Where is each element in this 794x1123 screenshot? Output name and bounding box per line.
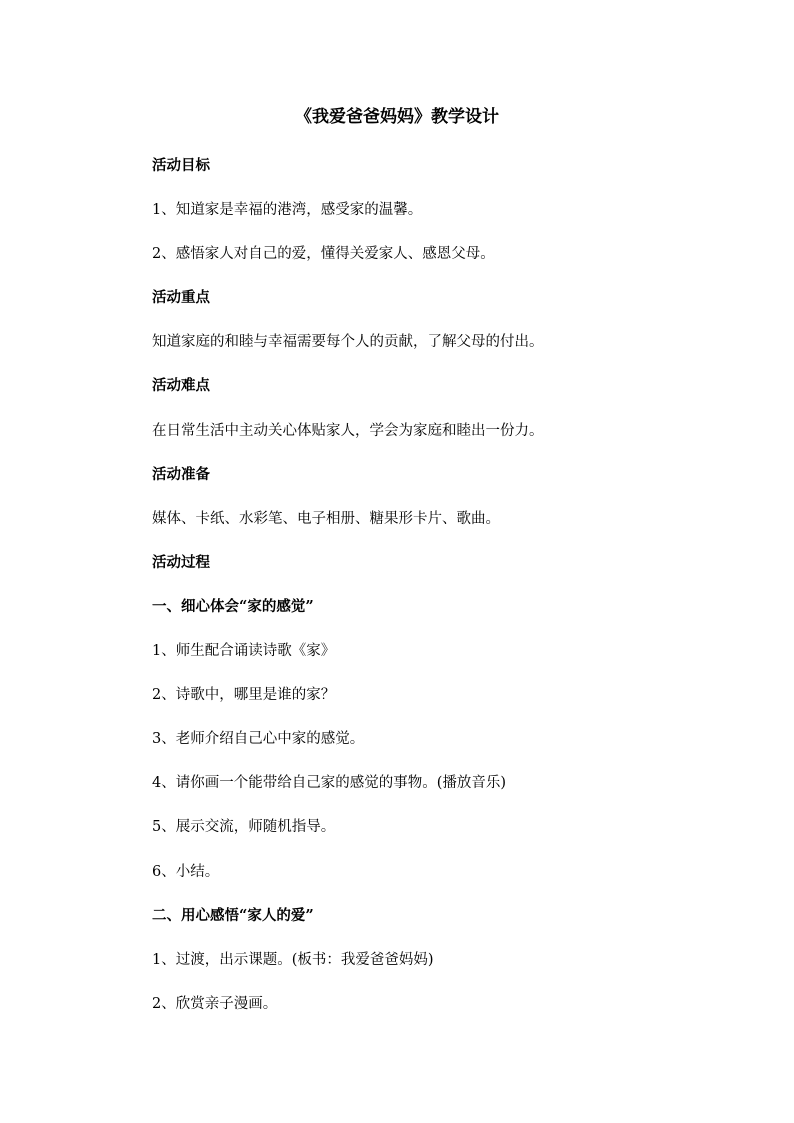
- section-heading: 活动难点: [152, 377, 210, 395]
- paragraph-line: 5、展示交流，师随机指导。: [152, 819, 336, 836]
- document-body: [152, 154, 712, 1036]
- paragraph-line: 2、诗歌中，哪里是谁的家？: [152, 687, 336, 704]
- paragraph-line: 3、老师介绍自己心中家的感觉。: [152, 731, 365, 748]
- paragraph-line: 2、感悟家人对自己的爱，懂得关爱家人、感恩父母。: [152, 246, 495, 263]
- section-heading: 活动过程: [152, 553, 210, 571]
- paragraph-line: 1、知道家是幸福的港湾，感受家的温馨。: [152, 202, 423, 219]
- section-heading: 活动重点: [152, 289, 210, 307]
- paragraph-line: 知道家庭的和睦与幸福需要每个人的贡献，了解父母的付出。: [152, 334, 544, 351]
- paragraph-line: 媒体、卡纸、水彩笔、电子相册、糖果形卡片、歌曲。: [152, 510, 500, 527]
- paragraph-line: 6、小结。: [152, 863, 220, 880]
- document-title: 《我爱爸爸妈妈》教学设计: [295, 107, 499, 127]
- paragraph-line: 1、过渡，出示课题。(板书：我爱爸爸妈妈): [152, 951, 434, 968]
- paragraph-line: 1、师生配合诵读诗歌《家》: [152, 643, 336, 660]
- paragraph-line: 在日常生活中主动关心体贴家人，学会为家庭和睦出一份力。: [152, 422, 544, 439]
- section-heading: 一、细心体会“家的感觉”: [152, 597, 314, 615]
- section-heading: 活动目标: [152, 157, 210, 174]
- section-heading: 二、用心感悟“家人的爱”: [152, 906, 314, 924]
- paragraph-line: 4、请你画一个能带给自己家的感觉的事物。(播放音乐): [152, 775, 507, 792]
- section-heading: 活动准备: [152, 465, 210, 483]
- paragraph-line: 2、欣赏亲子漫画。: [152, 995, 278, 1012]
